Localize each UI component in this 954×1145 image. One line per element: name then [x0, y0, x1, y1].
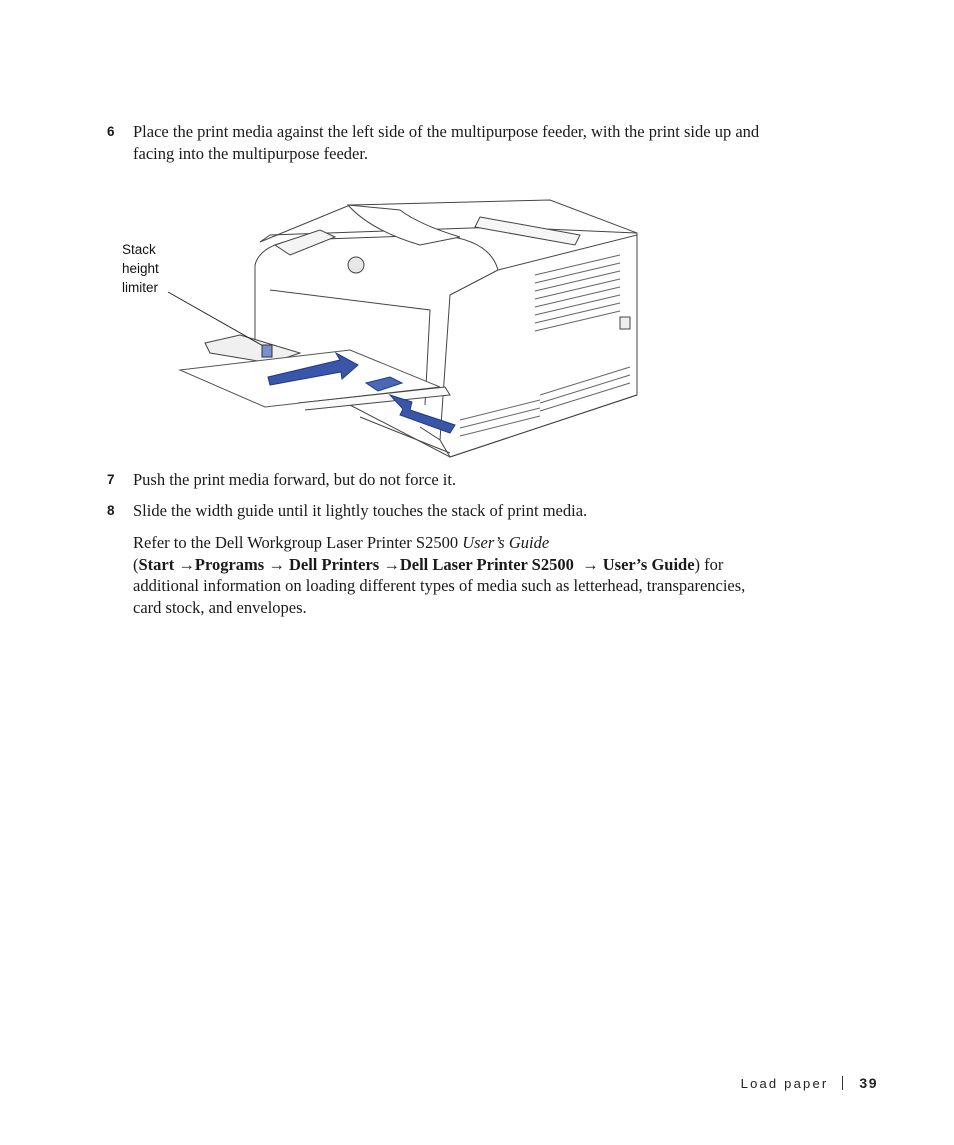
step-number: 8: [107, 503, 115, 518]
callout-line: Stack: [122, 242, 156, 257]
open-paren: (: [133, 554, 139, 574]
arrow: →: [582, 554, 599, 574]
guide-title: User’s Guide: [462, 533, 550, 552]
callout-stack-height-limiter: [122, 240, 192, 297]
callout-line: height: [122, 261, 159, 276]
arrow: →: [383, 554, 400, 574]
arrow: →: [178, 554, 195, 574]
reference-suffix: ) for additional information on loading different types of media such as letterhead, transparencies, card stock, and envelopes.: [133, 554, 746, 617]
footer-divider: [842, 1076, 843, 1090]
page-footer: [741, 1075, 878, 1091]
menu-path-start: Start: [138, 554, 175, 574]
step-text: Place the print media against the left side of the multipurpose feeder, with the print side up and facing into the multipurpose feeder.: [133, 122, 760, 163]
callout-line: limiter: [122, 280, 158, 295]
page-number: 39: [859, 1075, 878, 1091]
step-text: Slide the width guide until it lightly touches the stack of print media.: [133, 501, 588, 520]
step-number: 7: [107, 472, 115, 487]
menu-path-dell-printers: Dell Printers: [288, 554, 380, 574]
menu-path-programs: Programs: [194, 554, 265, 574]
menu-path-printer: Dell Laser Printer S2500: [399, 554, 574, 574]
printer-drawing: [120, 195, 645, 460]
reference-prefix: Refer to the Dell Workgroup Laser Printer S2500: [133, 533, 463, 552]
arrow: →: [268, 554, 285, 574]
footer-section-title: Load paper: [740, 1075, 829, 1091]
step-number: 6: [107, 124, 115, 139]
menu-path-users-guide: User’s Guide: [602, 554, 695, 574]
reference-paragraph: [133, 532, 773, 618]
step-text: Push the print media forward, but do not force it.: [133, 470, 457, 489]
printer-illustration: [120, 195, 645, 460]
